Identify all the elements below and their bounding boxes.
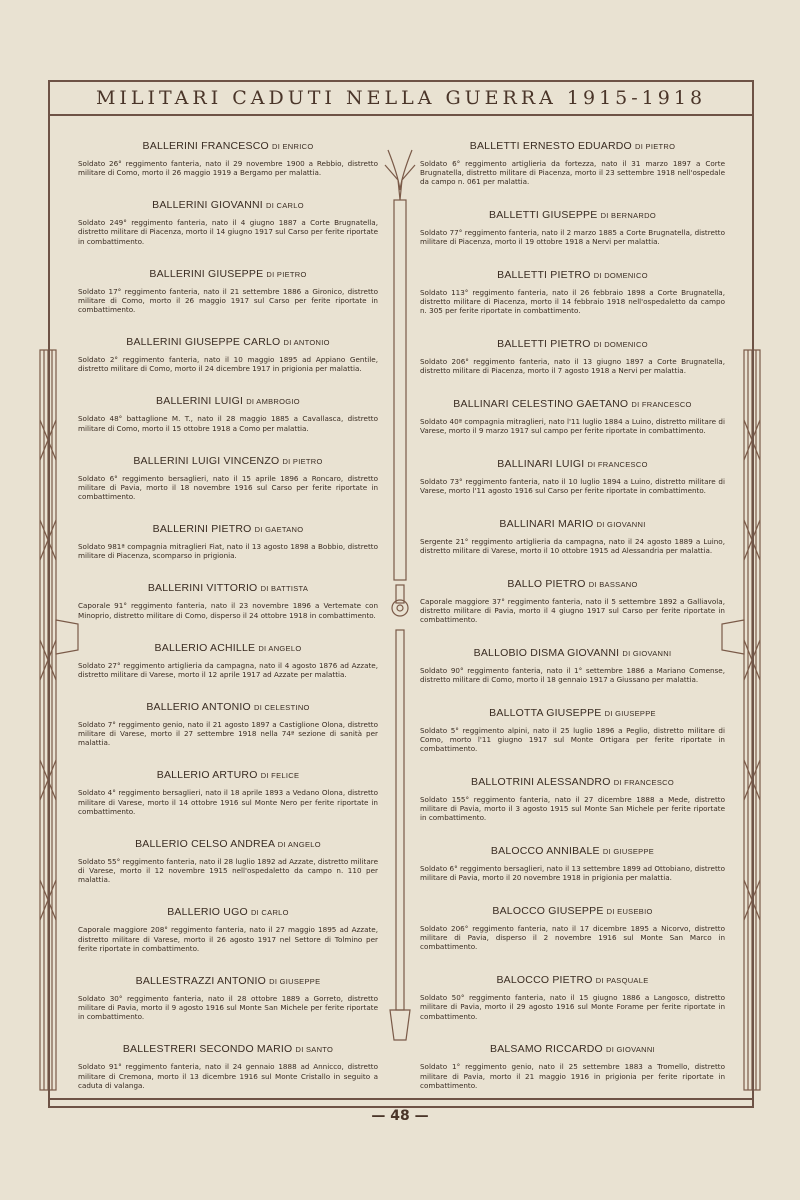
footer-rule (48, 1098, 754, 1100)
entry-text: Caporale 91° reggimento fanteria, nato il 23 novembre 1896 a Vertemate con Minoprio, distretto militare di Como, disperso il 24 ottobre 1918 in combattimento. (78, 601, 378, 620)
entry-name (420, 776, 725, 788)
entry (78, 906, 378, 953)
entry (78, 582, 378, 619)
entry (420, 707, 725, 754)
entry (420, 845, 725, 882)
entry-name (78, 395, 378, 407)
entry (420, 269, 725, 316)
entry-text: Soldato 27° reggimento artiglieria da campagna, nato il 4 agosto 1876 ad Azzate, distretto militare di Varese, morto il 12 aprile 1917 ad Azzate per malattia. (78, 660, 378, 679)
entry (78, 336, 378, 373)
entry (78, 199, 378, 246)
entry (420, 578, 725, 625)
entry (420, 140, 725, 187)
soldier-name: BALLERINI PIETRO (152, 523, 252, 536)
entry-text: Sergente 21° reggimento artiglieria da campagna, nato il 24 agosto 1889 a Luino, distretto militare di Varese, morto il 10 ottobre 1915 ad Alessandria per malattia. (420, 536, 725, 556)
entry (420, 398, 725, 435)
father-name: DI AMBROGIO (246, 397, 300, 407)
entry-name (78, 838, 378, 850)
soldier-name: BALLERIO ACHILLE (154, 641, 256, 654)
entry-text: Soldato 981ª compagnia mitraglieri Fiat, nato il 13 agosto 1898 a Bobbio, distretto militare di Piacenza, scomparso in prigionia. (78, 542, 378, 561)
soldier-name: BALLINARI MARIO (499, 517, 594, 530)
soldier-name: BALLETTI ERNESTO EDUARDO (469, 140, 632, 152)
entry-text: Soldato 4° reggimento bersaglieri, nato il 18 aprile 1893 a Vedano Olona, distretto militare di Varese, morto il 14 ottobre 1916 sul Monte Nero per ferite riportate in combattimento. (78, 788, 378, 816)
soldier-name: BALLETTI PIETRO (497, 269, 591, 282)
father-name: DI GIUSEPPE (602, 847, 655, 857)
entry (420, 338, 725, 375)
father-name: DI SANTO (295, 1045, 334, 1055)
entry-text: Soldato 5° reggimento alpini, nato il 25 luglio 1896 a Peglio, distretto militare di Como, morto l'11 giugno 1917 sul Monte Ortigara per ferite riportate in combattimento. (420, 725, 725, 754)
entry (78, 838, 378, 885)
soldier-name: BALLESTRERI SECONDO MARIO (122, 1043, 293, 1056)
entry-name (420, 1043, 725, 1055)
father-name: DI PIETRO (635, 142, 676, 151)
father-name: DI CARLO (250, 908, 289, 918)
entry (420, 974, 725, 1021)
entry-name (78, 701, 378, 713)
soldier-name: BALLERINI GIOVANNI (152, 199, 263, 212)
entry-name (420, 140, 725, 152)
soldier-name: BALLOBIO DISMA GIOVANNI (473, 646, 620, 659)
father-name: DI BATTISTA (260, 584, 309, 594)
father-name: DI FRANCESCO (587, 460, 648, 470)
entry (420, 776, 725, 823)
soldier-name: BALLERINI LUIGI (156, 395, 244, 408)
father-name: DI GIOVANNI (622, 648, 672, 658)
entry (420, 518, 725, 555)
entry-name (78, 336, 378, 348)
entry-text: Soldato 48° battaglione M. T., nato il 28 maggio 1885 a Cavallasca, distretto militare di Como, morto il 15 ottobre 1918 a Como per malattia. (78, 414, 378, 433)
soldier-name: BALLETTI PIETRO (497, 338, 591, 351)
entry-name (420, 647, 725, 659)
entry-text: Soldato 6° reggimento artiglieria da fortezza, nato il 31 marzo 1897 a Corte Brugnatella, distretto militare di Piacenza, morto il 23 settembre 1918 nell'ospedale da campo n. 061 per malattia. (420, 159, 725, 187)
soldier-name: BALLETTI GIUSEPPE (489, 209, 598, 222)
soldier-name: BALLERIO ARTURO (156, 769, 258, 782)
soldier-name: BALOCCO PIETRO (496, 974, 593, 987)
entry-name (78, 1043, 378, 1055)
entry-name (78, 906, 378, 918)
entry-name (420, 905, 725, 917)
father-name: DI FRANCESCO (613, 778, 674, 788)
entry-text: Soldato 113° reggimento fanteria, nato il 26 febbraio 1898 a Corte Brugnatella, distretto militare di Piacenza, morto il 14 febbraio 1918 nell'ospedaletto da campo n. 305 per ferite riportate in combattimento. (420, 288, 725, 316)
entry-name (420, 458, 725, 470)
soldier-name: BALLERIO ANTONIO (146, 701, 251, 713)
entry-name (420, 518, 725, 530)
entry-text: Soldato 77° reggimento fanteria, nato il 2 marzo 1885 a Corte Brugnatella, distretto militare di Piacenza, morto il 19 ottobre 1918 a Nervi per malattia. (420, 228, 725, 247)
entry (420, 647, 725, 684)
entry-name (420, 269, 725, 281)
entry (420, 209, 725, 246)
father-name: DI ENRICO (272, 142, 314, 151)
entry-name (78, 455, 378, 467)
entry (78, 769, 378, 816)
soldier-name: BALLO PIETRO (507, 577, 586, 590)
soldier-name: BALLOTRINI ALESSANDRO (471, 776, 611, 789)
entry (420, 458, 725, 495)
father-name: DI FELICE (260, 771, 300, 781)
entry-text: Caporale maggiore 37° reggimento fanteria, nato il 5 settembre 1892 a Galliavola, distretto militare di Pavia, morto il 4 giugno 1917 sul Carso per ferite riportate in combattimento. (420, 596, 725, 625)
father-name: DI GIUSEPPE (604, 708, 656, 718)
entry (78, 523, 378, 560)
father-name: DI CARLO (266, 201, 304, 211)
entry (78, 455, 378, 502)
entry-text: Soldato 206° reggimento fanteria, nato il 13 giugno 1897 a Corte Brugnatella, distretto militare di Piacenza, morto il 7 agosto 1918 a Nervi per malattia. (420, 357, 725, 376)
entry (420, 1043, 725, 1090)
entry (420, 905, 725, 952)
entry-text: Soldato 155° reggimento fanteria, nato il 27 dicembre 1888 a Mede, distretto militare di Pavia, morto il 3 agosto 1915 sul Monte San Michele per ferite riportate in combattimento. (420, 795, 725, 823)
father-name: DI BASSANO (588, 579, 638, 589)
entry-name (420, 845, 725, 857)
soldier-name: BALLERINI GIUSEPPE (149, 267, 264, 280)
entry (78, 1043, 378, 1090)
soldier-name: BALOCCO GIUSEPPE (492, 905, 604, 918)
entry-name (420, 209, 725, 221)
entry-name (78, 140, 378, 152)
entry-text: Soldato 249° reggimento fanteria, nato il 4 giugno 1887 a Corte Brugnatella, distretto militare di Piacenza, morto il 14 giugno 1917 sul Carso per ferite riportate in combattimento. (78, 218, 378, 246)
soldier-name: BALLOTTA GIUSEPPE (489, 706, 602, 719)
entry (78, 140, 378, 177)
entry-name (78, 582, 378, 594)
soldier-name: BALLERINI GIUSEPPE CARLO (126, 336, 281, 349)
father-name: DI GIOVANNI (606, 1045, 655, 1055)
soldier-name: BALLESTRAZZI ANTONIO (135, 974, 267, 987)
entry-text: Soldato 7° reggimento genio, nato il 21 agosto 1897 a Castiglione Olona, distretto militare di Varese, morto il 27 settembre 1918 nella 74ª sezione di sanità per malattia. (78, 720, 378, 748)
entry-text: Soldato 26° reggimento fanteria, nato il 29 novembre 1900 a Rebbio, distretto militare di Como, morto il 26 maggio 1919 a Bergamo per malattia. (78, 159, 378, 178)
entry (78, 268, 378, 315)
father-name: DI CELESTINO (253, 703, 310, 712)
soldier-name: BALLERIO UGO (167, 906, 248, 919)
soldier-name: BALOCCO ANNIBALE (490, 845, 600, 858)
entry-name (78, 769, 378, 781)
entry-text: Caporale maggiore 208° reggimento fanteria, nato il 27 maggio 1895 ad Azzate, distretto militare di Varese, morto il 26 agosto 1917 nel Settore di Tolmino per ferite riportate in combattimento. (78, 925, 378, 953)
page-title: MILITARI CADUTI NELLA GUERRA 1915-1918 (48, 80, 754, 116)
entry-name (78, 523, 378, 535)
father-name: DI EUSEBIO (606, 907, 653, 917)
entry-text: Soldato 73° reggimento fanteria, nato il 10 luglio 1894 a Luino, distretto militare di Varese, morto l'11 agosto 1916 sul Carso per ferite riportate in combattimento. (420, 477, 725, 496)
entry (78, 395, 378, 432)
entry-name (420, 578, 725, 590)
entry-text: Soldato 50° reggimento fanteria, nato il 15 giugno 1886 a Langosco, distretto militare di Pavia, morto il 29 agosto 1916 sul Monte Forame per ferite riportate in combattimento. (420, 993, 725, 1021)
soldier-name: BALLINARI CELESTINO GAETANO (453, 398, 629, 411)
soldier-name: BALLERINI VITTORIO (147, 582, 258, 595)
entry-name (420, 974, 725, 986)
father-name: DI ANGELO (277, 839, 321, 849)
entry-name (420, 707, 725, 719)
father-name: DI PASQUALE (595, 976, 649, 986)
father-name: DI ANGELO (258, 643, 302, 653)
father-name: DI DOMENICO (593, 271, 648, 281)
entry-text: Soldato 30° reggimento fanteria, nato il 28 ottobre 1889 a Gorreto, distretto militare di Pavia, morto il 9 agosto 1916 sul Monte San Michele per ferite riportate in combattimento. (78, 993, 378, 1022)
entry-name (78, 268, 378, 280)
father-name: DI PIETRO (282, 456, 323, 466)
entry-text: Soldato 55° reggimento fanteria, nato il 28 luglio 1892 ad Azzate, distretto militare di Varese, morto il 12 novembre 1915 nell'ospedaletto da campo n. 110 per malattia. (78, 856, 378, 885)
entry (78, 642, 378, 679)
soldier-name: BALLERIO CELSO ANDREA (135, 837, 275, 850)
father-name: DI BERNARDO (600, 211, 656, 221)
entry (78, 975, 378, 1022)
page-number: — 48 — (371, 1108, 429, 1124)
father-name: DI GIOVANNI (596, 519, 646, 529)
left-column (78, 140, 378, 1090)
soldier-name: BALLINARI LUIGI (497, 458, 585, 471)
entry-name (78, 199, 378, 211)
soldier-name: BALLERINI LUIGI VINCENZO (133, 454, 280, 467)
entry-text: Soldato 40ª compagnia mitraglieri, nato l'11 luglio 1884 a Luino, distretto militare di Varese, morto il 9 marzo 1917 sul campo per ferite riportate in combattimento. (420, 417, 725, 436)
soldier-name: BALLERINI FRANCESCO (142, 140, 269, 152)
father-name: DI GAETANO (254, 525, 304, 535)
father-name: DI GIUSEPPE (269, 976, 321, 986)
entry-text: Soldato 6° reggimento bersaglieri, nato il 15 aprile 1896 a Roncaro, distretto militare di Pavia, morto il 18 novembre 1916 sul Carso per ferite riportate in combattimento. (78, 473, 378, 502)
entry-text: Soldato 1° reggimento genio, nato il 25 settembre 1883 a Tromello, distretto militare di Pavia, morto il 21 maggio 1916 in prigionia per ferite riportate in combattimento. (420, 1062, 725, 1090)
entry-text: Soldato 206° reggimento fanteria, nato il 17 dicembre 1895 a Nicorvo, distretto militare di Pavia, disperso il 2 novembre 1916 sul Monte San Marco in combattimento. (420, 924, 725, 952)
entry-text: Soldato 91° reggimento fanteria, nato il 24 gennaio 1888 ad Annicco, distretto militare di Cremona, morto il 13 dicembre 1916 sul Monte Cristallo in seguito a caduta di valanga. (78, 1062, 378, 1090)
entry-name (420, 338, 725, 350)
soldier-name: BALSAMO RICCARDO (489, 1043, 603, 1056)
entry-text: Soldato 90° reggimento fanteria, nato il 1° settembre 1886 a Mariano Comense, distretto militare di Como, morto il 18 gennaio 1917 a Giussano per malattia. (420, 665, 725, 685)
father-name: DI PIETRO (266, 269, 307, 279)
father-name: DI DOMENICO (593, 340, 648, 350)
entry (78, 701, 378, 748)
entry-text: Soldato 6° reggimento bersaglieri, nato il 13 settembre 1899 ad Ottobiano, distretto militare di Pavia, morto il 20 novembre 1918 in prigionia per malattia. (420, 864, 725, 883)
entry-name (420, 398, 725, 410)
father-name: DI ANTONIO (283, 338, 330, 348)
right-column (420, 140, 725, 1090)
father-name: DI FRANCESCO (631, 400, 692, 410)
entry-name (78, 975, 378, 987)
entry-text: Soldato 17° reggimento fanteria, nato il 21 settembre 1886 a Gironico, distretto militare di Como, morto il 26 maggio 1917 sul Carso per ferite riportate in combattimento. (78, 286, 378, 315)
entry-text: Soldato 2° reggimento fanteria, nato il 10 maggio 1895 ad Appiano Gentile, distretto militare di Como, morto il 24 dicembre 1917 in prigionia per malattia. (78, 355, 378, 374)
entry-name (78, 642, 378, 654)
